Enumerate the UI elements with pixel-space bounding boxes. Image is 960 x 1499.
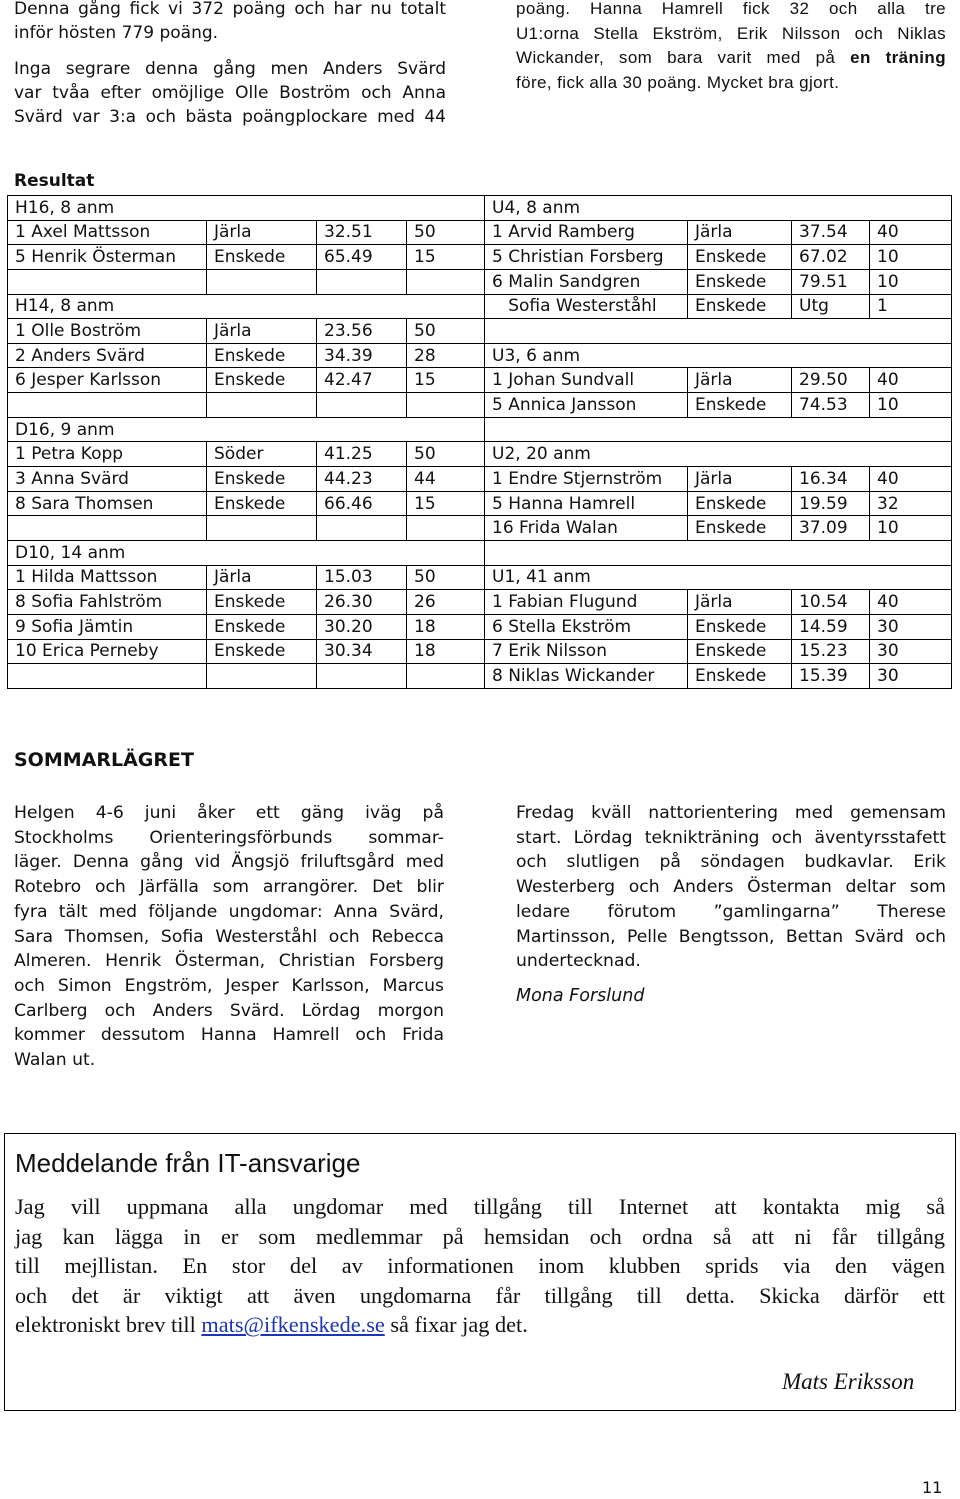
result-cell bbox=[207, 516, 317, 541]
result-cell bbox=[317, 393, 407, 418]
sommar-line: läger. Denna gång vid Ängsjö friluftsgård med bbox=[14, 852, 444, 873]
result-cell: 10 bbox=[870, 245, 952, 270]
intro-left-line: Svärd var 3:a och bästa poängplockare med 44 bbox=[14, 107, 446, 127]
sommar-line: och Simon Engström, Jesper Karlsson, Marcus bbox=[14, 975, 444, 996]
result-cell bbox=[207, 664, 317, 689]
result-cell: 10.54 bbox=[792, 590, 870, 615]
result-cell: 19.59 bbox=[792, 491, 870, 516]
result-cell: 10 bbox=[870, 393, 952, 418]
result-cell: Enskede bbox=[688, 664, 792, 689]
result-cell: 6 Malin Sandgren bbox=[485, 269, 688, 294]
result-cell: Järla bbox=[688, 368, 792, 393]
result-row bbox=[8, 343, 952, 368]
result-cell: 6 Stella Ekström bbox=[485, 614, 688, 639]
sommarlagret-signature: Mona Forslund bbox=[516, 986, 645, 1006]
result-cell: Enskede bbox=[688, 393, 792, 418]
results-heading: Resultat bbox=[14, 171, 95, 191]
result-cell: D10, 14 anm bbox=[8, 540, 485, 565]
it-message-box bbox=[4, 1133, 956, 1411]
result-cell: 40 bbox=[870, 467, 952, 492]
result-cell bbox=[317, 269, 407, 294]
result-row bbox=[8, 565, 952, 590]
result-cell: 1 Fabian Flugund bbox=[485, 590, 688, 615]
result-cell: 79.51 bbox=[792, 269, 870, 294]
result-cell: Söder bbox=[207, 442, 317, 467]
it-signature: Mats Eriksson bbox=[782, 1369, 915, 1394]
intro-left-column bbox=[14, 0, 446, 129]
results-table-body bbox=[8, 196, 952, 689]
result-cell: 30 bbox=[870, 614, 952, 639]
sommar-line: Almeren. Henrik Österman, Christian Forsberg bbox=[14, 951, 444, 972]
result-cell: Järla bbox=[207, 565, 317, 590]
sommarlagret-heading: SOMMARLÄGRET bbox=[14, 749, 194, 771]
result-cell: 66.46 bbox=[317, 491, 407, 516]
result-cell: 30 bbox=[870, 664, 952, 689]
result-cell: Enskede bbox=[207, 590, 317, 615]
result-cell bbox=[8, 516, 207, 541]
result-cell: 15 bbox=[407, 245, 485, 270]
result-cell: 40 bbox=[870, 590, 952, 615]
result-cell: 50 bbox=[407, 442, 485, 467]
result-cell: Enskede bbox=[207, 368, 317, 393]
result-cell: 5 Hanna Hamrell bbox=[485, 491, 688, 516]
intro-left-line: Denna gång fick vi 372 poäng och har nu totalt bbox=[14, 0, 446, 19]
result-cell: 42.47 bbox=[317, 368, 407, 393]
sommarlagret-left-column bbox=[14, 801, 444, 1073]
result-row bbox=[8, 319, 952, 344]
result-cell bbox=[317, 516, 407, 541]
it-message-line bbox=[15, 1310, 945, 1340]
intro-right-line bbox=[516, 46, 946, 71]
result-cell bbox=[485, 540, 952, 565]
result-cell: Enskede bbox=[688, 294, 792, 319]
result-cell: Enskede bbox=[688, 516, 792, 541]
result-row bbox=[8, 664, 952, 689]
result-row bbox=[8, 442, 952, 467]
result-row bbox=[8, 467, 952, 492]
result-cell: Enskede bbox=[207, 467, 317, 492]
result-cell: 8 Niklas Wickander bbox=[485, 664, 688, 689]
result-row bbox=[8, 220, 952, 245]
result-cell: 1 Endre Stjernström bbox=[485, 467, 688, 492]
result-cell: 26.30 bbox=[317, 590, 407, 615]
intro-right-line: före, fick alla 30 poäng. Mycket bra gjort. bbox=[516, 72, 840, 92]
intro-right-column bbox=[516, 0, 946, 95]
result-row bbox=[8, 269, 952, 294]
result-cell: 65.49 bbox=[317, 245, 407, 270]
result-cell: 15.23 bbox=[792, 639, 870, 664]
result-cell: 8 Sara Thomsen bbox=[8, 491, 207, 516]
intro-right-bold: en träning bbox=[850, 48, 946, 67]
result-cell: 8 Sofia Fahlström bbox=[8, 590, 207, 615]
result-row bbox=[8, 614, 952, 639]
result-cell: Enskede bbox=[207, 491, 317, 516]
result-cell: 7 Erik Nilsson bbox=[485, 639, 688, 664]
intro-right-line: poäng. Hanna Hamrell fick 32 och alla tre bbox=[516, 0, 946, 18]
result-row bbox=[8, 540, 952, 565]
it-message-line: till mejllistan. En stor del av informationen inom klubben sprids via den vägen bbox=[15, 1253, 945, 1279]
result-cell: Utg bbox=[792, 294, 870, 319]
result-cell: 15 bbox=[407, 368, 485, 393]
result-cell: Enskede bbox=[688, 491, 792, 516]
result-cell bbox=[407, 664, 485, 689]
result-row bbox=[8, 245, 952, 270]
result-cell bbox=[485, 417, 952, 442]
intro-left-line: Inga segrare denna gång men Anders Svärd bbox=[14, 59, 446, 79]
it-message-line: Jag vill uppmana alla ungdomar med tillgång till Internet att kontakta mig så bbox=[15, 1194, 945, 1219]
result-cell: 18 bbox=[407, 639, 485, 664]
result-row bbox=[8, 196, 952, 221]
email-link[interactable]: mats@ifkenskede.se bbox=[201, 1312, 385, 1338]
result-cell: 5 Christian Forsberg bbox=[485, 245, 688, 270]
it-message-body bbox=[15, 1192, 945, 1340]
result-row bbox=[8, 417, 952, 442]
result-cell: 29.50 bbox=[792, 368, 870, 393]
result-cell: 15.03 bbox=[317, 565, 407, 590]
sommar-line: Walan ut. bbox=[14, 1050, 96, 1071]
sommar-line: och slutligen på söndagen budkavlar. Erik bbox=[516, 852, 946, 873]
result-cell: U3, 6 anm bbox=[485, 343, 952, 368]
result-cell: 18 bbox=[407, 614, 485, 639]
result-cell bbox=[8, 269, 207, 294]
result-cell: U4, 8 anm bbox=[485, 196, 952, 221]
result-cell: 15.39 bbox=[792, 664, 870, 689]
result-cell: 14.59 bbox=[792, 614, 870, 639]
result-cell: 26 bbox=[407, 590, 485, 615]
result-cell: 1 bbox=[870, 294, 952, 319]
result-cell: 3 Anna Svärd bbox=[8, 467, 207, 492]
result-cell: 32 bbox=[870, 491, 952, 516]
result-cell bbox=[8, 393, 207, 418]
result-cell bbox=[407, 516, 485, 541]
result-cell: D16, 9 anm bbox=[8, 417, 485, 442]
result-cell: 50 bbox=[407, 220, 485, 245]
result-row bbox=[8, 491, 952, 516]
result-row bbox=[8, 516, 952, 541]
intro-left-line: var tvåa efter omöjlige Olle Boström och Anna bbox=[14, 83, 446, 103]
it-message-line: jag kan lägga in er som medlemmar på hemsidan och ordna så att ni får tillgång bbox=[15, 1223, 945, 1249]
sommar-line: Fredag kväll nattorientering med gemensam bbox=[516, 803, 946, 823]
result-cell: H14, 8 anm bbox=[8, 294, 485, 319]
result-cell: Järla bbox=[207, 319, 317, 344]
sommar-line: ledare förutom ”gamlingarna” Therese bbox=[516, 901, 946, 922]
result-cell: 1 Olle Boström bbox=[8, 319, 207, 344]
result-row bbox=[8, 639, 952, 664]
result-cell: 5 Annica Jansson bbox=[485, 393, 688, 418]
result-cell: 50 bbox=[407, 319, 485, 344]
page-number: 11 bbox=[922, 1478, 943, 1497]
sommar-line: kommer dessutom Hanna Hamrell och Frida bbox=[14, 1025, 444, 1046]
result-cell bbox=[485, 319, 952, 344]
result-cell: Järla bbox=[207, 220, 317, 245]
sommar-line: Helgen 4-6 juni åker ett gäng iväg på bbox=[14, 803, 444, 823]
result-cell: 40 bbox=[870, 220, 952, 245]
result-cell: U2, 20 anm bbox=[485, 442, 952, 467]
sommar-line: start. Lördag teknikträning och äventyrsstafett bbox=[516, 827, 946, 848]
result-row bbox=[8, 590, 952, 615]
result-cell: H16, 8 anm bbox=[8, 196, 485, 221]
result-cell: 16.34 bbox=[792, 467, 870, 492]
result-cell: 1 Axel Mattsson bbox=[8, 220, 207, 245]
result-cell: 5 Henrik Österman bbox=[8, 245, 207, 270]
results-table bbox=[7, 195, 952, 689]
result-cell: 28 bbox=[407, 343, 485, 368]
intro-right-line: U1:orna Stella Ekström, Erik Nilsson och Niklas bbox=[516, 23, 946, 43]
result-row bbox=[8, 368, 952, 393]
result-cell: 32.51 bbox=[317, 220, 407, 245]
result-cell: 15 bbox=[407, 491, 485, 516]
result-cell: Enskede bbox=[207, 614, 317, 639]
result-cell: 1 Johan Sundvall bbox=[485, 368, 688, 393]
result-cell: Järla bbox=[688, 590, 792, 615]
result-cell: 30.20 bbox=[317, 614, 407, 639]
sommar-line: Westerberg och Anders Österman deltar som bbox=[516, 877, 946, 898]
result-cell bbox=[8, 664, 207, 689]
sommar-line: Carlberg och Anders Svärd. Lördag morgon bbox=[14, 1000, 444, 1021]
result-cell: 2 Anders Svärd bbox=[8, 343, 207, 368]
sommar-line: Stockholms Orienteringsförbunds sommar- bbox=[14, 827, 444, 848]
sommar-line: fyra tält med följande ungdomar: Anna Svärd, bbox=[14, 901, 444, 922]
result-cell: 16 Frida Walan bbox=[485, 516, 688, 541]
result-cell bbox=[317, 664, 407, 689]
result-cell: Enskede bbox=[207, 343, 317, 368]
result-row bbox=[8, 393, 952, 418]
it-message-title: Meddelande från IT-ansvarige bbox=[15, 1148, 361, 1178]
result-cell: 37.54 bbox=[792, 220, 870, 245]
result-cell: U1, 41 anm bbox=[485, 565, 952, 590]
sommar-line: undertecknad. bbox=[516, 951, 641, 972]
result-cell: Enskede bbox=[207, 639, 317, 664]
result-cell: 74.53 bbox=[792, 393, 870, 418]
result-cell: 9 Sofia Jämtin bbox=[8, 614, 207, 639]
it-message-text: så fixar jag det. bbox=[384, 1312, 528, 1338]
result-cell: Enskede bbox=[688, 614, 792, 639]
sommar-line: Rotebro och Järfälla som arrangörer. Det blir bbox=[14, 877, 444, 898]
result-cell: 44 bbox=[407, 467, 485, 492]
result-cell: 44.23 bbox=[317, 467, 407, 492]
result-cell bbox=[407, 269, 485, 294]
result-cell: 30 bbox=[870, 639, 952, 664]
it-message-line: och det är viktigt att även ungdomarna får tillgång till detta. Skicka därför ett bbox=[15, 1282, 945, 1308]
result-cell: 34.39 bbox=[317, 343, 407, 368]
result-cell: 50 bbox=[407, 565, 485, 590]
result-cell: Järla bbox=[688, 467, 792, 492]
result-cell bbox=[407, 393, 485, 418]
result-cell bbox=[207, 269, 317, 294]
sommar-line: Sara Thomsen, Sofia Westerståhl och Rebecca bbox=[14, 926, 444, 947]
result-cell: 1 Hilda Mattsson bbox=[8, 565, 207, 590]
result-cell: 23.56 bbox=[317, 319, 407, 344]
intro-left-line: inför hösten 779 poäng. bbox=[14, 23, 219, 43]
result-cell: 40 bbox=[870, 368, 952, 393]
result-row bbox=[8, 294, 952, 319]
result-cell: 37.09 bbox=[792, 516, 870, 541]
result-cell: Enskede bbox=[688, 639, 792, 664]
result-cell: Enskede bbox=[688, 269, 792, 294]
it-message-text: elektroniskt brev till bbox=[15, 1312, 202, 1338]
result-cell: Enskede bbox=[688, 245, 792, 270]
result-cell: 6 Jesper Karlsson bbox=[8, 368, 207, 393]
result-cell: 1 Arvid Ramberg bbox=[485, 220, 688, 245]
result-cell: 1 Petra Kopp bbox=[8, 442, 207, 467]
result-cell: Sofia Westerståhl bbox=[485, 294, 688, 319]
result-cell: 41.25 bbox=[317, 442, 407, 467]
result-cell: 67.02 bbox=[792, 245, 870, 270]
result-cell bbox=[207, 393, 317, 418]
result-cell: 10 Erica Perneby bbox=[8, 639, 207, 664]
result-cell: 30.34 bbox=[317, 639, 407, 664]
result-cell: Järla bbox=[688, 220, 792, 245]
result-cell: 10 bbox=[870, 269, 952, 294]
sommar-line: Martinsson, Pelle Bengtsson, Bettan Svärd och bbox=[516, 926, 946, 947]
sommarlagret-right-column bbox=[516, 801, 946, 974]
result-cell: Enskede bbox=[207, 245, 317, 270]
intro-right-text: Wickander, som bara varit med på bbox=[516, 48, 851, 67]
result-cell: 10 bbox=[870, 516, 952, 541]
